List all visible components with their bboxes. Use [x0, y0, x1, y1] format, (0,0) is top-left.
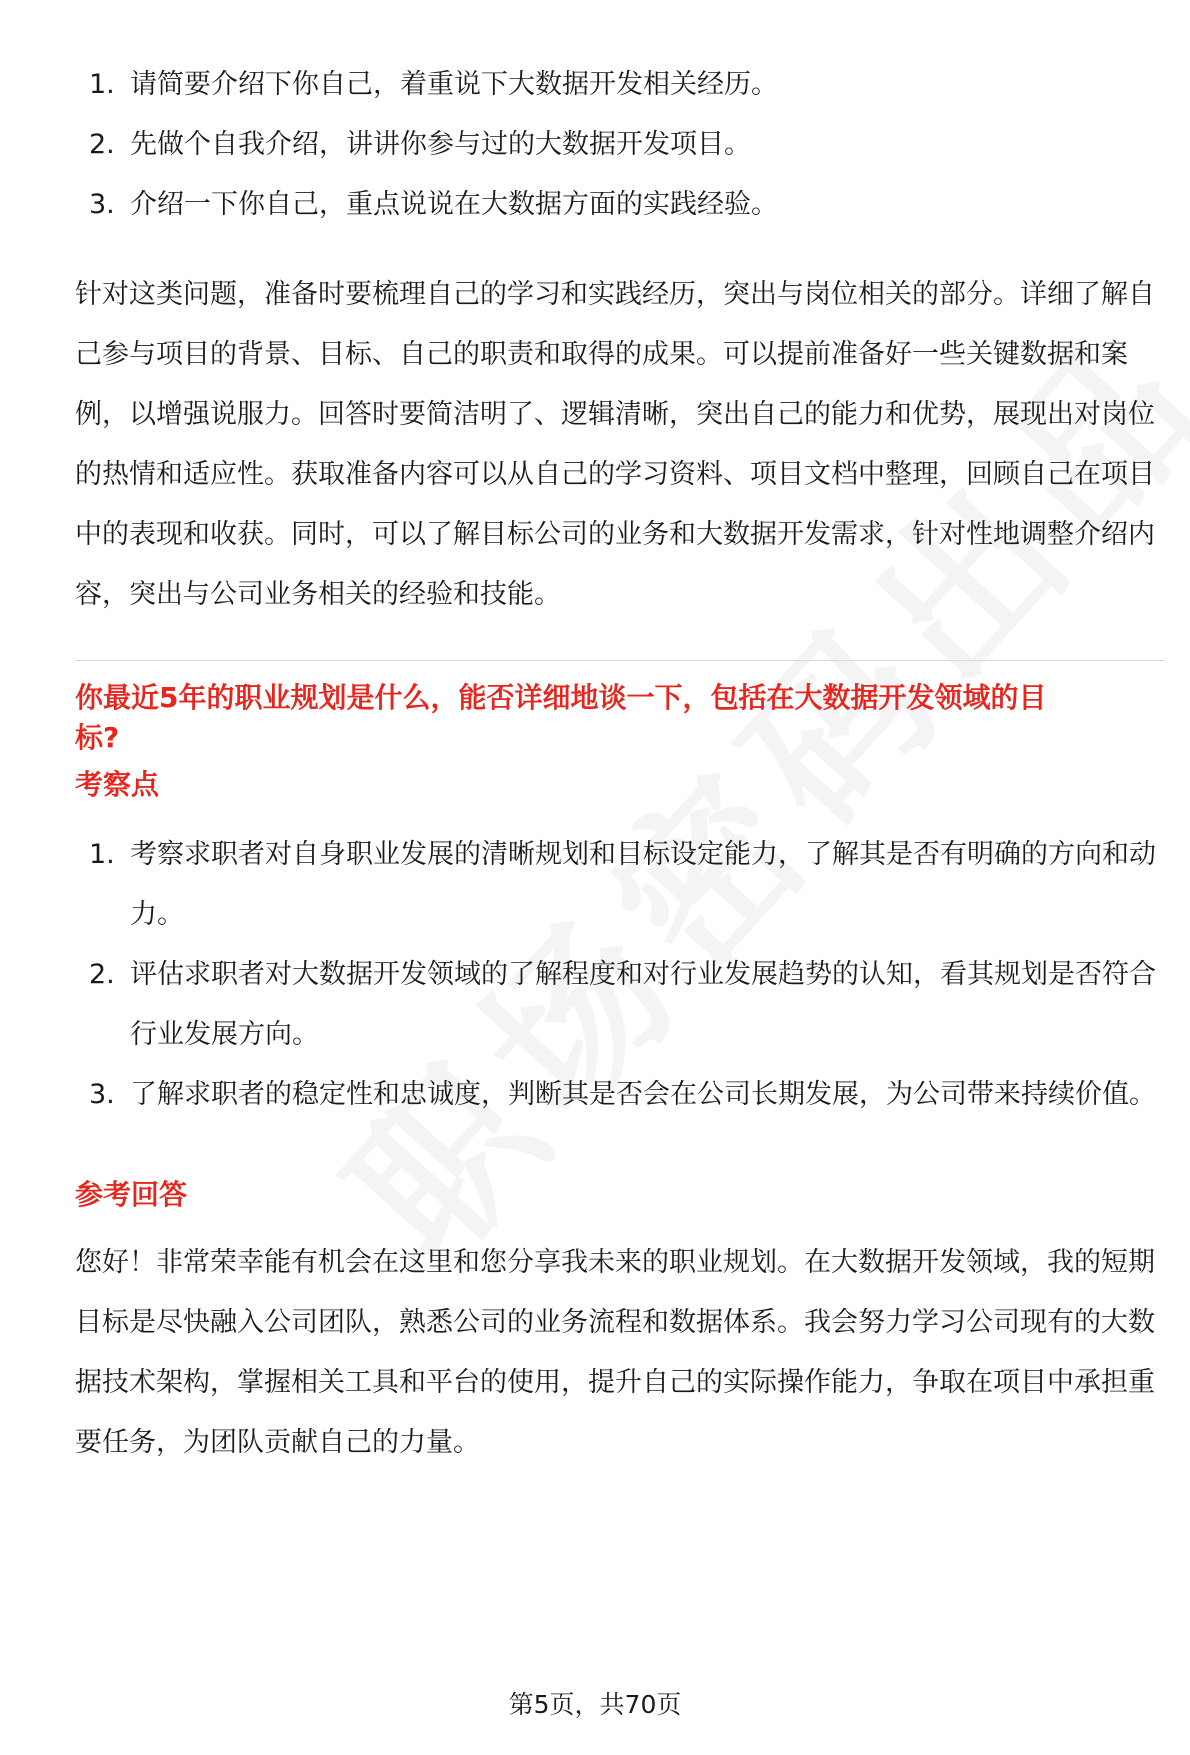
question-title: 你最近5年的职业规划是什么，能否详细地谈一下，包括在大数据开发领域的目标?: [75, 681, 1047, 754]
list-item: [75, 945, 1165, 1065]
list-text: 考察求职者对自身职业发展的清晰规划和目标设定能力，了解其是否有明确的方向和动力。: [130, 839, 1156, 930]
answer-heading: 参考回答: [75, 1178, 188, 1211]
intro-question-list: [75, 55, 1165, 235]
key-points-list: [75, 825, 1165, 1125]
list-number: 3.: [89, 189, 115, 220]
list-text: 介绍一下你自己，重点说说在大数据方面的实践经验。: [130, 189, 778, 220]
key-points-heading: 考察点: [75, 768, 160, 801]
page-footer: 第5页，共70页: [508, 1690, 682, 1719]
list-number: 1.: [89, 839, 115, 870]
list-item: [75, 175, 1165, 235]
list-number: 2.: [89, 959, 115, 990]
list-text: 评估求职者对大数据开发领域的了解程度和对行业发展趋势的认知，看其规划是否符合行业发展方向。: [130, 959, 1156, 1050]
list-number: 1.: [89, 69, 115, 100]
list-text: 请简要介绍下你自己，着重说下大数据开发相关经历。: [130, 69, 778, 100]
list-item: [75, 55, 1165, 115]
answer-paragraph: 您好！非常荣幸能有机会在这里和您分享我未来的职业规划。在大数据开发领域，我的短期目标是尽快融入公司团队，熟悉公司的业务流程和数据体系。我会努力学习公司现有的大数据技术架构，掌握相关工具和平台的使用，提升自己的实际操作能力，争取在项目中承担重要任务，为团队贡献自己的力量。: [75, 1247, 1155, 1458]
intro-advice-paragraph: 针对这类问题，准备时要梳理自己的学习和实践经历，突出与岗位相关的部分。详细了解自己参与项目的背景、目标、自己的职责和取得的成果。可以提前准备好一些关键数据和案例，以增强说服力。回答时要简洁明了、逻辑清晰，突出自己的能力和优势，展现出对岗位的热情和适应性。获取准备内容可以从自己的学习资料、项目文档中整理，回顾自己在项目中的表现和收获。同时，可以了解目标公司的业务和大数据开发需求，针对性地调整介绍内容，突出与公司业务相关的经验和技能。: [75, 279, 1155, 610]
list-item: [75, 1065, 1165, 1125]
list-text: 了解求职者的稳定性和忠诚度，判断其是否会在公司长期发展，为公司带来持续价值。: [130, 1079, 1156, 1110]
list-number: 2.: [89, 129, 115, 160]
section-divider: [75, 660, 1165, 661]
list-number: 3.: [89, 1079, 115, 1110]
list-item: [75, 115, 1165, 175]
list-item: [75, 825, 1165, 945]
list-text: 先做个自我介绍，讲讲你参与过的大数据开发项目。: [130, 129, 751, 160]
